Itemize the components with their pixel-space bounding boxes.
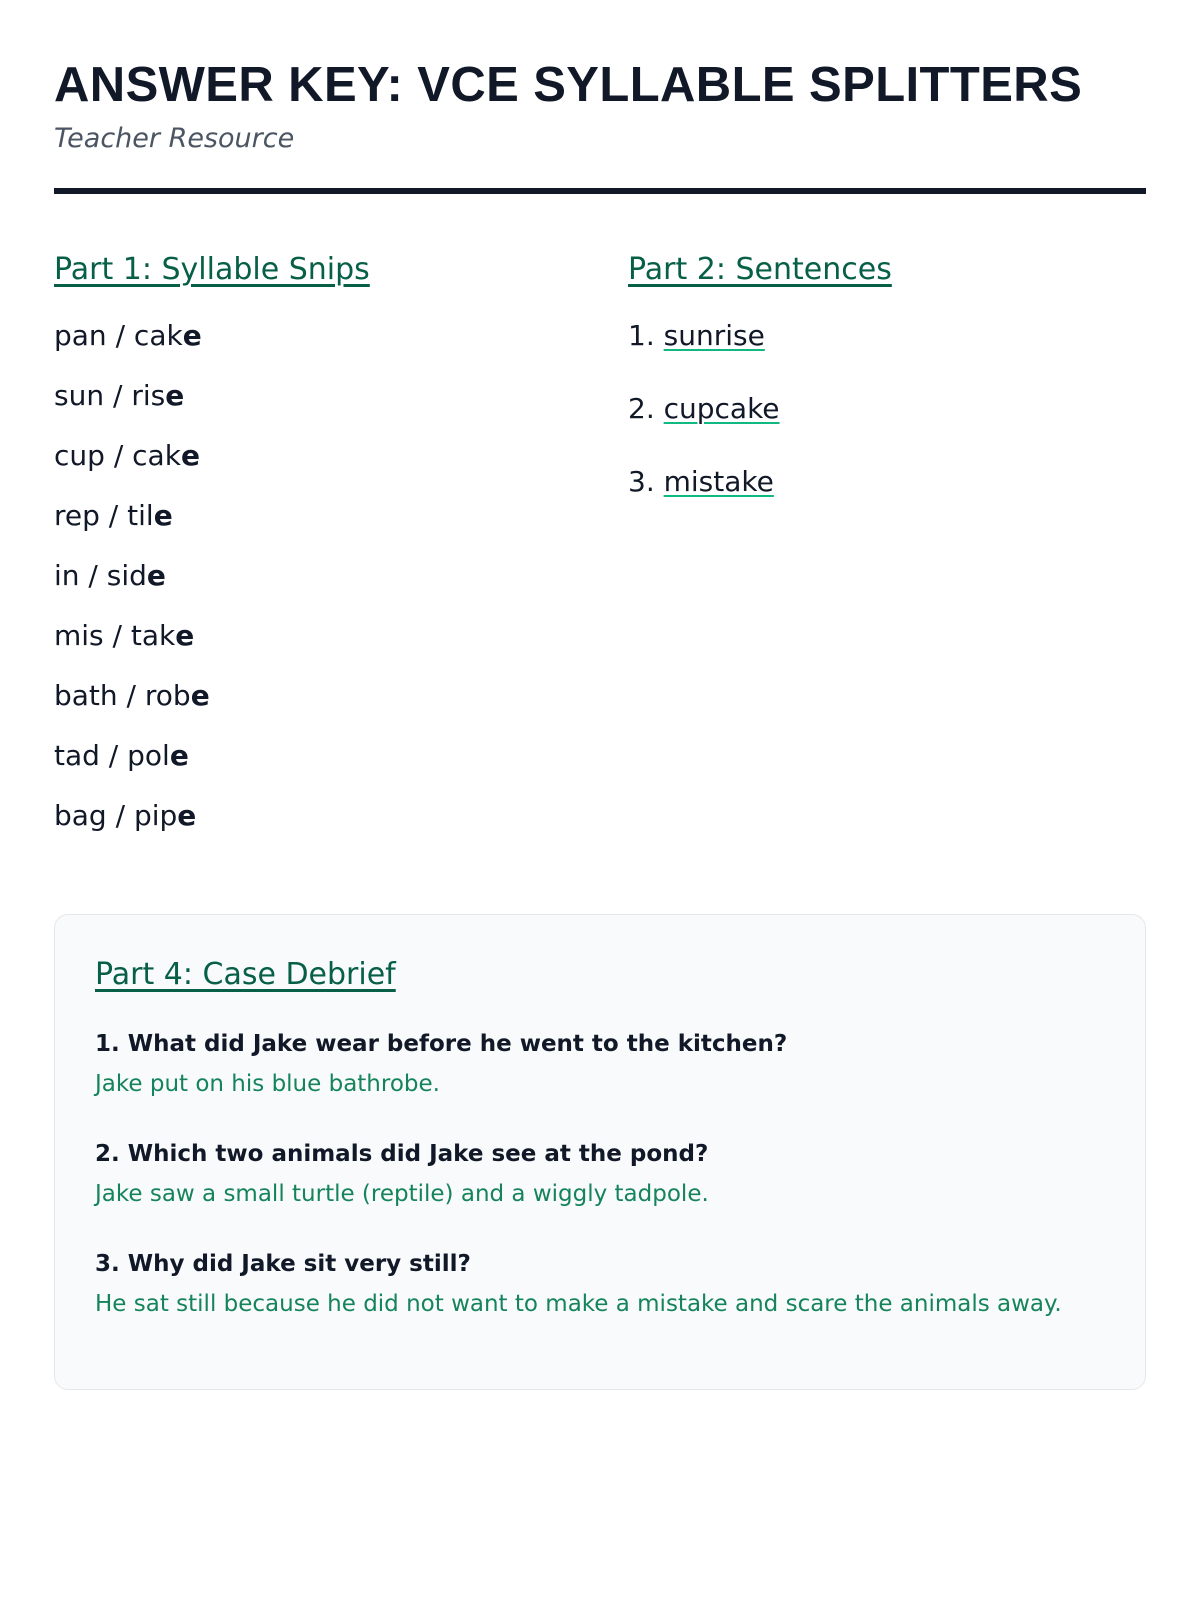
snip-first: rep / <box>54 499 128 532</box>
debrief-question: 2. Which two animals did Jake see at the pond? <box>95 1141 709 1167</box>
answer-columns <box>54 250 1146 850</box>
snip-first: sun / <box>54 379 132 412</box>
syllable-snip-item <box>54 438 614 474</box>
snip-stem: sid <box>106 559 147 592</box>
header-divider <box>54 188 1146 194</box>
snip-first: mis / <box>54 619 131 652</box>
sentence-answer-item <box>628 391 1146 427</box>
snip-stem: ris <box>131 379 166 412</box>
sentence-answer-list <box>628 318 1146 500</box>
snip-stem: rob <box>144 679 191 712</box>
snip-first: in / <box>54 559 107 592</box>
snip-stem: tak <box>130 619 176 652</box>
syllable-snip-item <box>54 678 614 714</box>
syllable-snip-item <box>54 318 614 354</box>
snip-silent-e: e <box>153 499 173 532</box>
snip-silent-e: e <box>175 619 195 652</box>
snip-first: tad / <box>54 739 128 772</box>
sentence-answer: sunrise <box>663 319 765 352</box>
snip-stem: pip <box>133 799 178 832</box>
sentence-answer-item <box>628 464 1146 500</box>
debrief-answer: Jake saw a small turtle (reptile) and a wiggly tadpole. <box>95 1181 709 1207</box>
page-subtitle: Teacher Resource <box>54 123 295 154</box>
syllable-snip-item <box>54 378 614 414</box>
syllable-snip-item <box>54 738 614 774</box>
snip-first: cup / <box>54 439 133 472</box>
part1-section <box>54 250 614 858</box>
snip-stem: pol <box>127 739 170 772</box>
syllable-snip-item <box>54 618 614 654</box>
syllable-snip-item <box>54 558 614 594</box>
part2-heading: Part 2: Sentences <box>628 252 892 287</box>
snip-silent-e: e <box>182 319 202 352</box>
part4-heading: Part 4: Case Debrief <box>95 957 396 992</box>
debrief-question: 1. What did Jake wear before he went to the kitchen? <box>95 1031 788 1057</box>
sentence-number: 3. <box>628 465 664 498</box>
snip-silent-e: e <box>169 739 189 772</box>
snip-silent-e: e <box>177 799 197 832</box>
snip-first: pan / <box>54 319 134 352</box>
debrief-qa-item <box>95 1139 1105 1209</box>
syllable-snip-list <box>54 318 614 834</box>
snip-first: bath / <box>54 679 145 712</box>
page-title: ANSWER KEY: VCE SYLLABLE SPLITTERS <box>54 58 1083 112</box>
debrief-qa-item <box>95 1029 1105 1099</box>
snip-silent-e: e <box>165 379 185 412</box>
case-debrief-box <box>54 914 1146 1390</box>
snip-silent-e: e <box>146 559 166 592</box>
sentence-number: 1. <box>628 319 664 352</box>
debrief-question: 3. Why did Jake sit very still? <box>95 1251 471 1277</box>
sentence-number: 2. <box>628 392 664 425</box>
sentence-answer: cupcake <box>663 392 780 425</box>
part2-section <box>628 250 1146 537</box>
syllable-snip-item <box>54 798 614 834</box>
debrief-answer: He sat still because he did not want to make a mistake and scare the animals away. <box>95 1291 1062 1317</box>
part1-heading: Part 1: Syllable Snips <box>54 252 370 287</box>
snip-first: bag / <box>54 799 134 832</box>
debrief-qa-item <box>95 1249 1105 1319</box>
sentence-answer-item <box>628 318 1146 354</box>
syllable-snip-item <box>54 498 614 534</box>
snip-silent-e: e <box>190 679 210 712</box>
snip-stem: cak <box>132 439 181 472</box>
sentence-answer: mistake <box>663 465 774 498</box>
snip-stem: cak <box>133 319 183 352</box>
snip-stem: til <box>127 499 154 532</box>
snip-silent-e: e <box>180 439 200 472</box>
debrief-answer: Jake put on his blue bathrobe. <box>95 1071 440 1097</box>
